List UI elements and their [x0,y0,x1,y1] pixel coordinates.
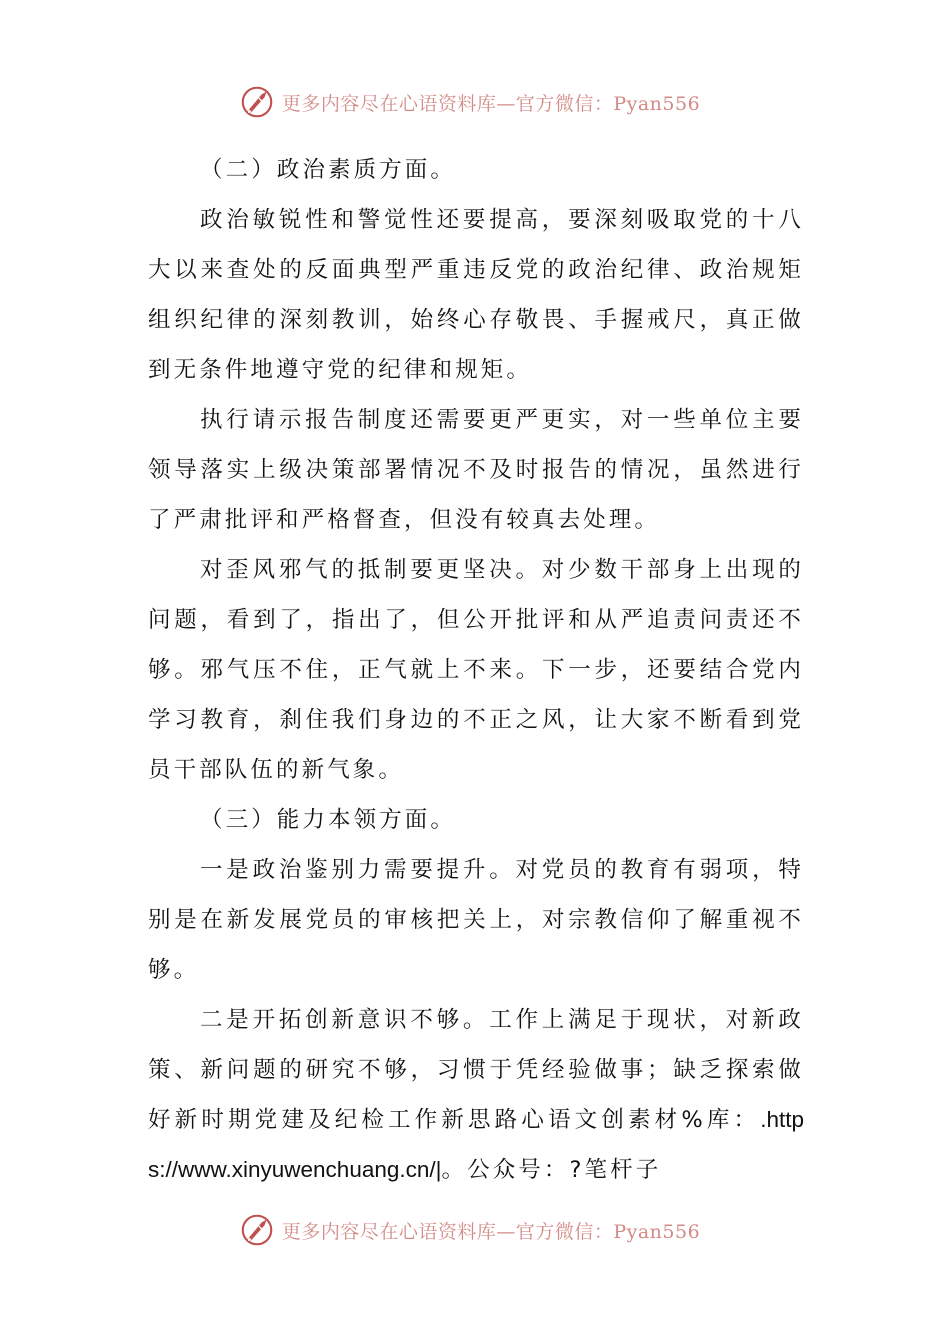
document-body [148,145,804,1195]
section-heading-ability: （三）能力本领方面。 [200,807,457,833]
paragraph-innovation-text: 二是开拓创新意识不够。工作上满足于现状，对新政策、新问题的研究不够，习惯于凭经验做事；缺乏探索做好新时期党建及纪检工作新思路 [148,1007,804,1133]
watermark-account-text: 。公众号：?笔杆子 [441,1157,662,1183]
watermark-url-text: .https://www.xinyuwenchuang.cn/| [148,1107,805,1182]
footer-watermark-text: 更多内容尽在心语资料库—官方微信：Pyan556 [281,1220,701,1243]
section-heading-political: （二）政治素质方面。 [200,157,457,183]
paragraph-reporting-system: 执行请示报告制度还需要更严更实，对一些单位主要领导落实上级决策部署情况不及时报告的情况，虽然进行了严肃批评和严格督查，但没有较真去处理。 [148,407,804,533]
paragraph-political-discernment: 一是政治鉴别力需要提升。对党员的教育有弱项，特别是在新发展党员的审核把关上，对宗教信仰了解重视不够。 [148,857,804,983]
paragraph-unhealthy-trends: 对歪风邪气的抵制要更坚决。对少数干部身上出现的问题，看到了，指出了，但公开批评和从严追责问责还不够。邪气压不住，正气就上不来。下一步，还要结合党内学习教育，刹住我们身边的不正之风，让大家不断看到党员干部队伍的新气象。 [148,557,804,783]
pen-nib-logo-icon [238,1211,276,1249]
paragraph-political-sensitivity: 政治敏锐性和警觉性还要提高，要深刻吸取党的十八大以来查处的反面典型严重违反党的政治纪律、政治规矩组织纪律的深刻教训，始终心存敬畏、手握戒尺，真正做到无条件地遵守党的纪律和规矩。 [148,207,804,383]
paragraph-innovation [148,995,804,1195]
pen-nib-logo-icon [238,83,276,121]
header-watermark-text: 更多内容尽在心语资料库—官方微信：Pyan556 [281,92,701,115]
header-watermark-banner [0,82,950,122]
footer-watermark-banner [0,1210,950,1250]
watermark-inline-text: 心语文创素材%库： [521,1107,761,1133]
